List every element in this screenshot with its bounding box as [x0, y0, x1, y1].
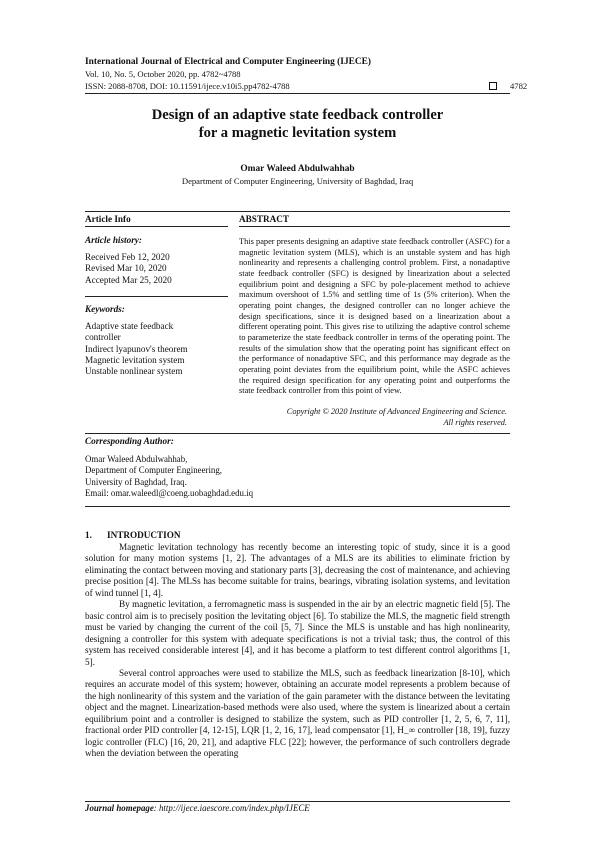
journal-name: International Journal of Electrical and Computer Engineering (IJECE) [85, 57, 372, 67]
corresponding-department: Department of Computer Engineering, [85, 465, 223, 476]
introduction-body [85, 542, 510, 760]
homepage-link[interactable]: : http://ijece.iaescore.com/index.php/IJECE [153, 803, 310, 813]
corresponding-author-block [85, 454, 253, 500]
history-accepted: Accepted Mar 25, 2020 [85, 274, 172, 285]
history-rule [85, 296, 228, 297]
title-line-2: for a magnetic levitation system [198, 125, 397, 141]
keyword-item: Unstable nonlinear system [85, 366, 183, 377]
article-info-heading: Article Info [85, 214, 131, 224]
page-number-group [489, 81, 527, 91]
title-line-1: Design of an adaptive state feedback controller [151, 107, 444, 123]
body-paragraph: By magnetic levitation, a ferromagnetic mass is suspended in the air by an electric magnetic field [5]. The basic control aim is to precisely position the levitating object [6]. To stabilize the MLS, the magnetic field strength must be varied by changing the current of the coil [5, 7]. Since the MLS is unstable and has high nonlinearity, designing a controller for this system with adequate specifications is not a trivial task; thus, the control of this system has received considerable interest [4], and it has become a platform to test different control algorithms [1, 5]. [85, 599, 510, 667]
footer-rule [85, 801, 510, 802]
corresponding-university: University of Baghdad, Iraq. [85, 476, 187, 487]
keyword-item: Adaptive state feedback [85, 321, 174, 331]
square-icon [489, 82, 497, 90]
article-history-list [85, 252, 172, 286]
homepage-label: Journal homepage [85, 803, 154, 813]
copyright-line-2: All rights reserved. [443, 417, 507, 427]
keyword-item: Magnetic levitation system [85, 354, 185, 365]
corresponding-email: Email: omar.waleedl@coeng.uobaghdad.edu.iq [85, 488, 254, 499]
history-revised: Revised Mar 10, 2020 [85, 263, 167, 274]
article-history-heading: Article history: [85, 235, 142, 245]
corresponding-heading: Corresponding Author: [85, 436, 174, 446]
introduction-heading [85, 530, 181, 540]
keywords-list [85, 321, 188, 377]
body-paragraph: Magnetic levitation technology has recently become an interesting topic of study, since it is a good solution for many motion systems [1, 2]. The advantages of a MLS are its abilities to eliminate friction by eliminating the contact between moving and stationary parts [3], decreasing the cost of maintenance, and achieving precise position [4]. The MLSs has become suitable for trains, bearings, vibrating isolation systems, and levitation of wind tunnel [1, 4]. [85, 542, 510, 598]
abstract-heading: ABSTRACT [239, 214, 290, 224]
history-received: Received Feb 12, 2020 [85, 252, 170, 262]
author-name: Omar Waleed Abdulwahhab [240, 164, 355, 174]
corresponding-top-rule [85, 433, 510, 434]
section-number: 1. [85, 530, 92, 540]
corresponding-bottom-rule [85, 506, 510, 507]
page-number: 4782 [510, 81, 528, 91]
journal-issn-doi: ISSN: 2088-8708, DOI: 10.11591/ijece.v10i5.pp4782-4788 [85, 81, 290, 91]
keywords-heading: Keywords: [85, 304, 125, 314]
author-affiliation: Department of Computer Engineering, University of Baghdad, Iraq [181, 176, 414, 186]
copyright-line-1: Copyright © 2020 Institute of Advanced Engineering and Science. [286, 407, 507, 416]
keyword-item: Indirect lyapunov's theorem [85, 343, 188, 354]
article-info-rule [85, 226, 228, 227]
abstract-rule [239, 226, 510, 227]
journal-volume: Vol. 10, No. 5, October 2020, pp. 4782~4788 [85, 69, 241, 79]
abstract-text: This paper presents designing an adaptive state feedback controller (ASFC) for a magnetic levitation system (MLS), which is an unstable system and has high nonlinearity and represents a challenging control problem. First, a nonadaptive state feedback controller (SFC) is designed by linearization about a selected equilibrium point and designing a SFC by pole-placement method to achieve maximum overshoot of 1.5% and settling time of 1s (5% criterion). When the operating point changes, the designed controller can no longer achieve the design specifications, since it is designed based on a linearization about a different operating point. This gives rise to utilizing the adaptive control scheme to parameterize the state feedback controller in terms of the operating point. The results of the simulation show that the operating point has significant effect on the performance of nonadaptive SFC, and this performance may degrade as the operating point deviates from the equilibrium point, while the ASFC achieves the required design specification for any operating point and outperforms the state feedback controller from this point of view. [239, 237, 510, 396]
header-rule [85, 93, 510, 94]
keyword-item: controller [85, 332, 121, 343]
section-title: INTRODUCTION [107, 530, 181, 540]
journal-homepage [85, 803, 310, 813]
paper-title [85, 106, 510, 142]
copyright-notice [239, 407, 507, 428]
body-paragraph: Several control approaches were used to stabilize the MLS, such as feedback linearization [8-10], which requires an accurate model of this system; however, obtaining an accurate model represents a problem because of the high nonlinearity of this system and the variation of the gain parameter with the distance between the levitating object and the magnet. Linearization-based methods were also used, where the system is linearized about a certain equilibrium point and a controller is designed to stabilize the system, such as PID controller [1, 2, 5, 6, 7, 11], fractional order PID controller [4, 12-15], LQR [1, 2, 16, 17], lead compensator [1], H_∞ controller [18, 19], fuzzy logic controller (FLC) [16, 20, 21], and adaptive FLC [22]; however, the performance of such controllers degrade when the deviation between the operating [85, 667, 510, 759]
corresponding-name: Omar Waleed Abdulwahhab, [85, 454, 188, 464]
info-top-rule [85, 211, 510, 212]
